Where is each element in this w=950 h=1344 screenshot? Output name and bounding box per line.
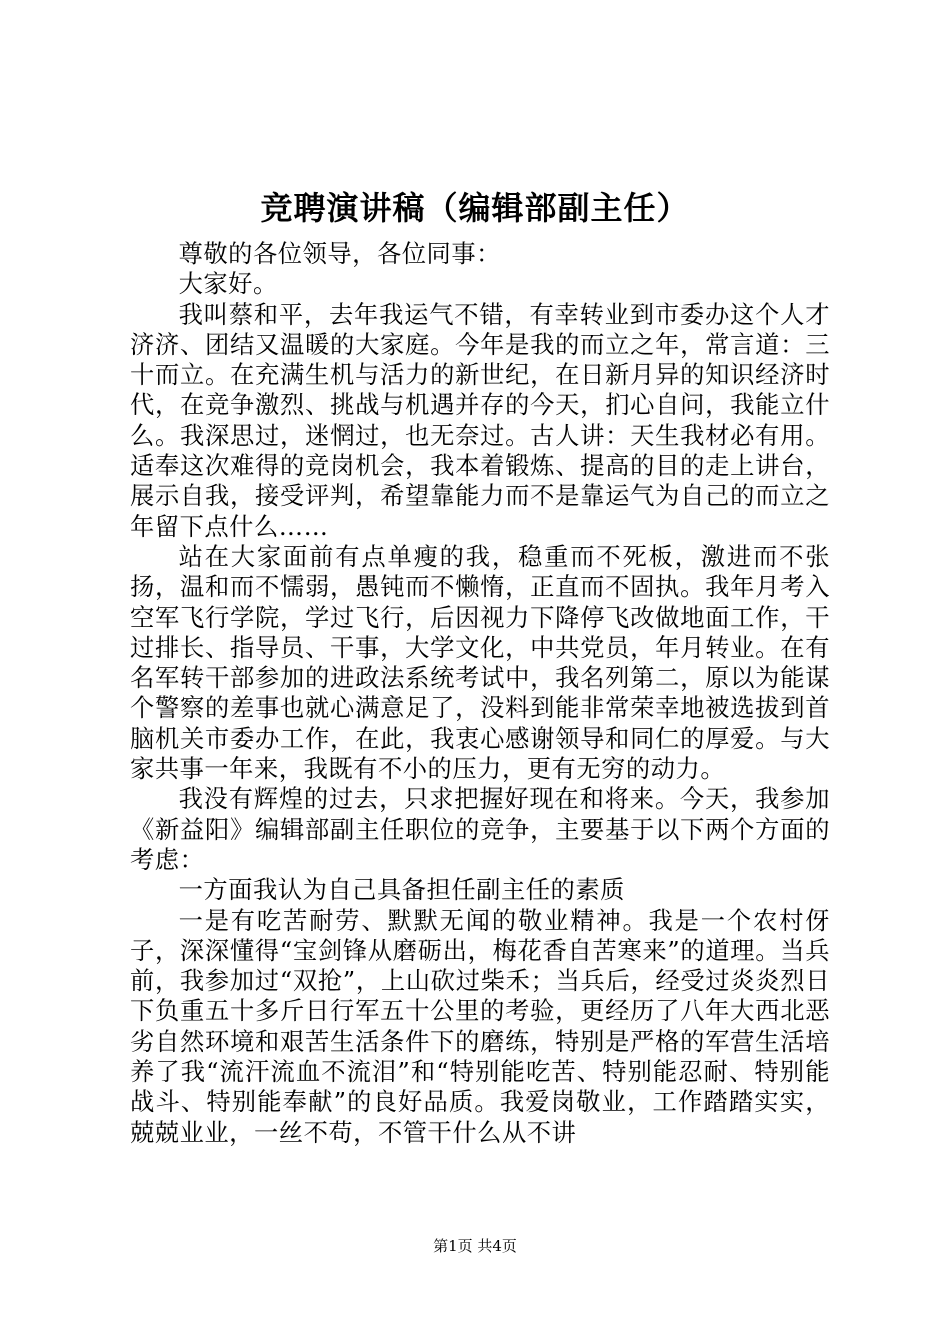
document-body xyxy=(130,239,830,1189)
paragraph-background: 站在大家面前有点单瘦的我，稳重而不死板，激进而不张扬，温和而不懦弱，愚钝而不懒惰，正直而不固执。我年月考入空军飞行学院，学过飞行，后因视力下降停飞改做地面工作，干过排长、指导员、干事，大学文化，中共党员，年月转业。在有名军转干部参加的进政法系统考试中，我名列第二，原以为能谋个警察的差事也就心满意足了，没料到能非常荣幸地被选拔到首脑机关市委办工作，在此，我衷心感谢领导和同仁的厚爱。与大家共事一年来，我既有不小的压力，更有无穷的动力。 xyxy=(130,541,830,784)
page-number-footer: 第1页 共4页 xyxy=(433,1237,517,1255)
document-title: 竞聘演讲稿（编辑部副主任） xyxy=(260,189,690,227)
paragraph-section-heading: 一方面我认为自己具备担任副主任的素质 xyxy=(178,875,625,905)
paragraph-salutation: 尊敬的各位领导，各位同事： xyxy=(178,239,501,268)
paragraph-point-one: 一是有吃苦耐劳、默默无闻的敬业精神。我是一个农村伢子，深深懂得“宝剑锋从磨砺出，梅花香自苦寒来”的道理。当兵前，我参加过“双抢”，上山砍过柴禾；当兵后，经受过炎炎烈日下负重五十多斤日行军五十公里的考验，更经历了八年大西北恶劣自然环境和艰苦生活条件下的磨练，特别是严格的军营生活培养了我“流汗流血不流泪”和“特别能吃苦、特别能忍耐、特别能战斗、特别能奉献”的良好品质。我爱岗敬业，工作踏踏实实，兢兢业业，一丝不苟，不管干什么从不讲 xyxy=(130,905,830,1147)
paragraph-greeting: 大家好。 xyxy=(178,269,278,299)
paragraph-motivation: 我没有辉煌的过去，只求把握好现在和将来。今天，我参加《新益阳》编辑部副主任职位的竞争，主要基于以下两个方面的考虑： xyxy=(130,784,830,874)
paragraph-introduction: 我叫蔡和平，去年我运气不错，有幸转业到市委办这个人才济济、团结又温暖的大家庭。今年是我的而立之年，常言道：三十而立。在充满生机与活力的新世纪，在日新月异的知识经济时代，在竞争激烈、挑战与机遇并存的今天，扪心自问，我能立什么。我深思过，迷惘过，也无奈过。古人讲：天生我材必有用。适奉这次难得的竞岗机会，我本着锻炼、提高的目的走上讲台，展示自我，接受评判，希望靠能力而不是靠运气为自己的而立之年留下点什么…… xyxy=(130,299,830,541)
